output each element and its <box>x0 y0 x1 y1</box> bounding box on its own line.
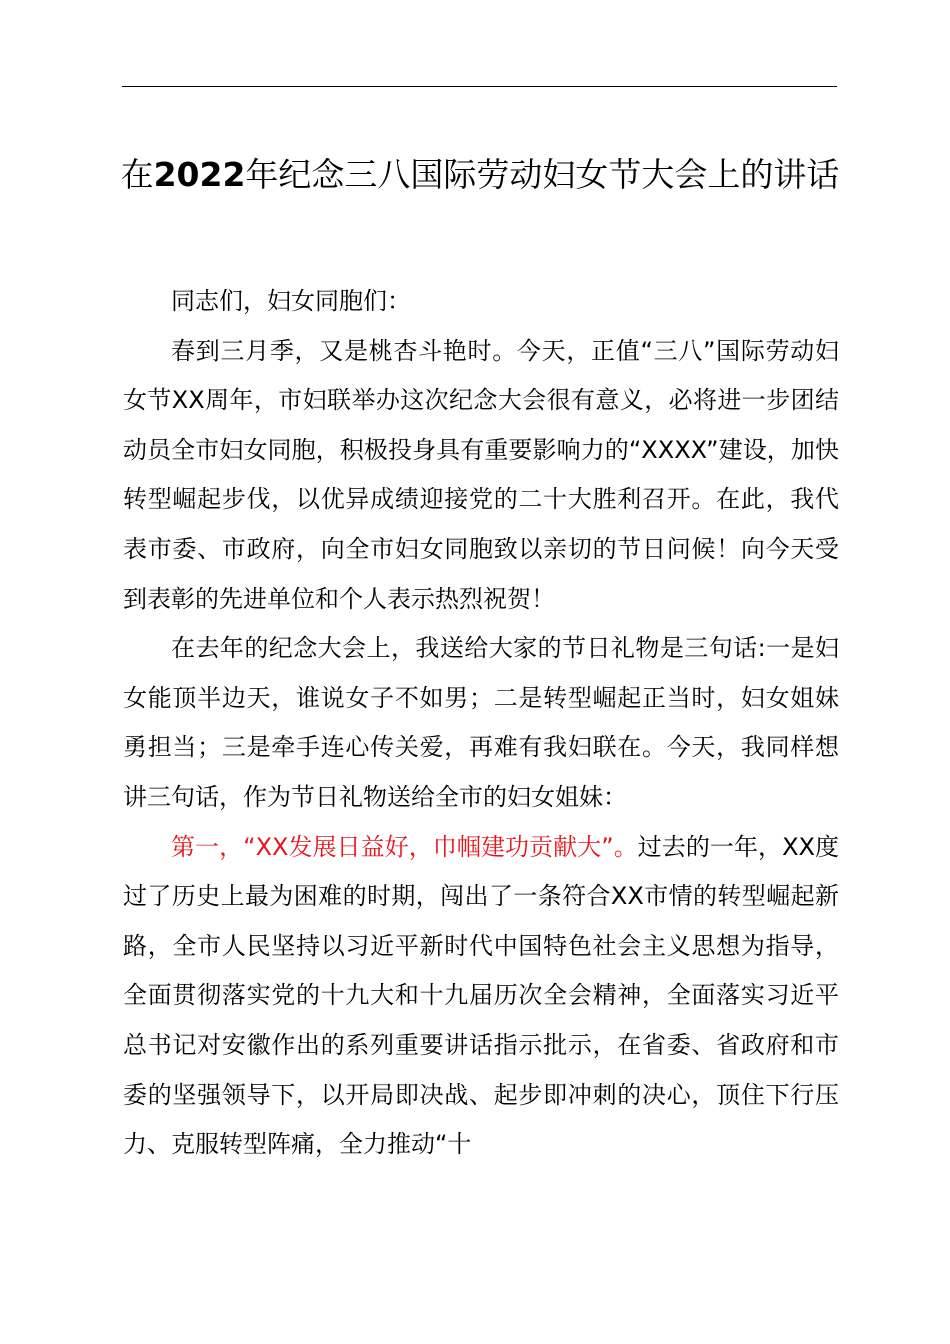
header-rule <box>122 86 837 87</box>
title-prefix: 在 <box>120 155 154 194</box>
title-suffix: 年纪念三八国际劳动妇女节大会上的讲话 <box>245 155 840 194</box>
title-year: 2022 <box>153 155 246 194</box>
document-body <box>123 277 839 1170</box>
document-title <box>110 148 850 202</box>
salutation: 同志们，妇女同胞们： <box>171 287 411 315</box>
paragraph-3-heading: 第一，“XX发展日益好，巾帼建功贡献大”。 <box>171 832 638 861</box>
paragraph-2: 在去年的纪念大会上，我送给大家的节日礼物是三句话:一是妇女能顶半边天，谁说女子不如男；二是转型崛起正当时，妇女姐妹勇担当；三是牵手连心传关爱，再难有我妇联在。今天，我同样想讲三句话，作为节日礼物送给全市的妇女姐妹： <box>123 634 839 811</box>
paragraph-1: 春到三月季，又是桃杏斗艳时。今天，正值“三八”国际劳动妇女节XX周年，市妇联举办这次纪念大会很有意义，必将进一步团结动员全市妇女同胞，积极投身具有重要影响力的“XXXX”建设，加快转型崛起步伐，以优异成绩迎接党的二十大胜利召开。在此，我代表市委、市政府，向全市妇女同胞致以亲切的节日问候！向今天受到表彰的先进单位和个人表示热烈祝贺！ <box>123 336 839 613</box>
paragraph-3-body: 过去的一年，XX度过了历史上最为困难的时期，闯出了一条符合XX市情的转型崛起新路，全市人民坚持以习近平新时代中国特色社会主义思想为指导，全面贯彻落实党的十九大和十九届历次全会精神，全面落实习近平总书记对安徽作出的系列重要讲话指示批示，在省委、省政府和市委的坚强领导下，以开局即决战、起步即冲刺的决心，顶住下行压力、克服转型阵痛，全力推动“十 <box>123 832 839 1159</box>
paragraph-3 <box>123 823 839 1170</box>
